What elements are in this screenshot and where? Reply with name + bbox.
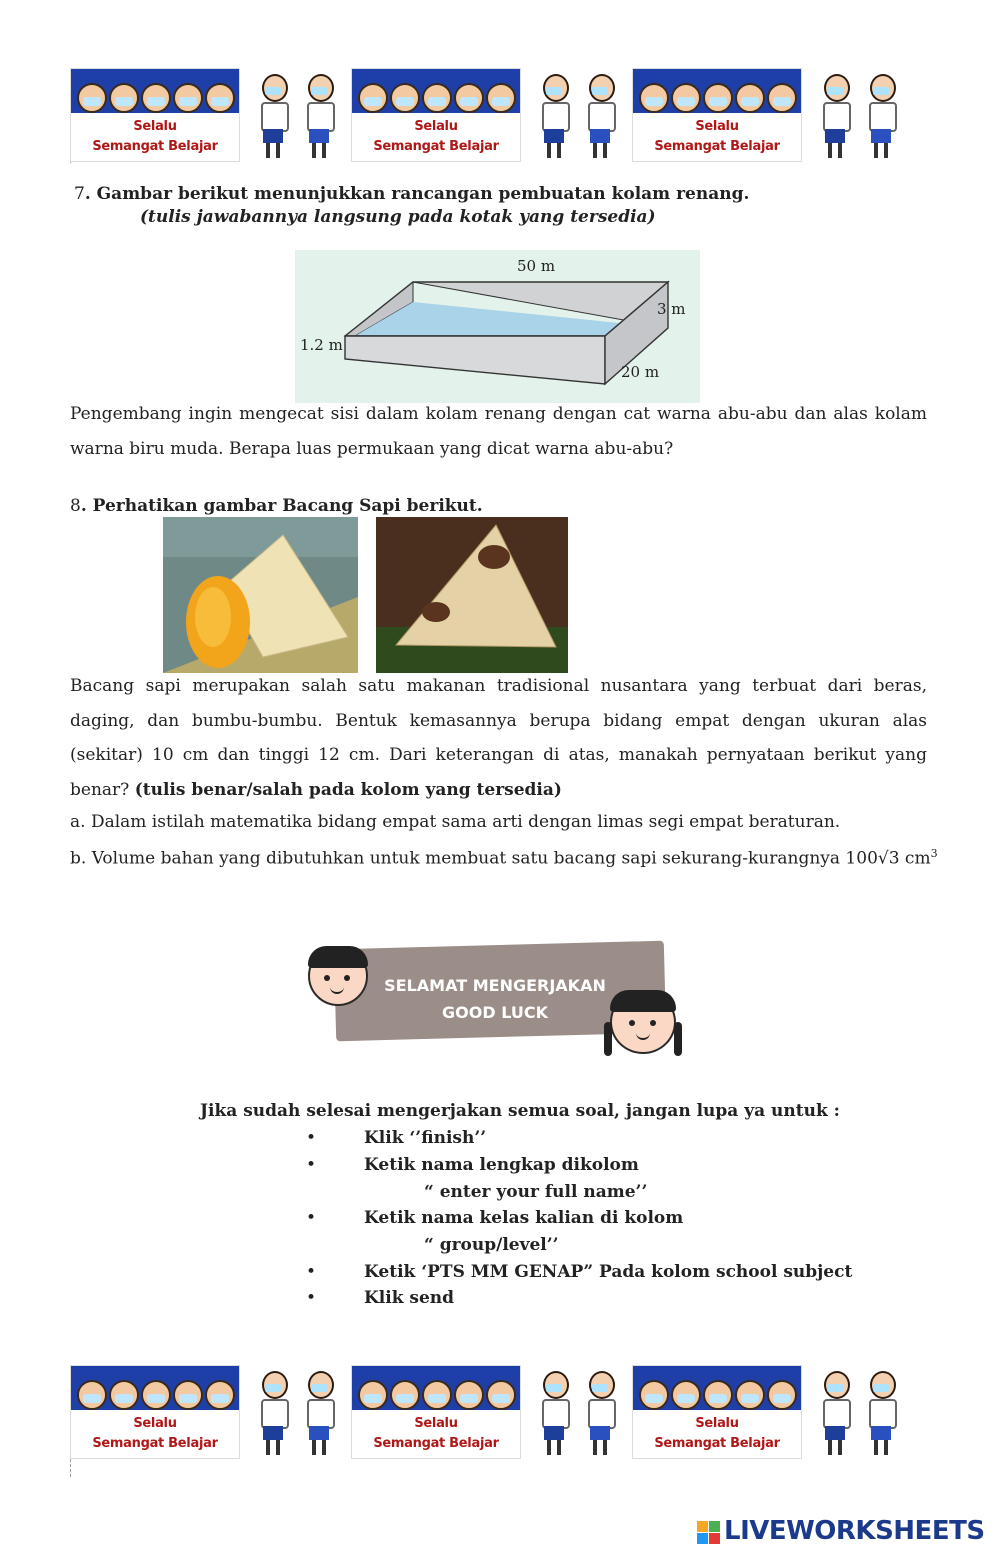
banner-line1: Selalu	[695, 1416, 739, 1431]
banner-panel	[632, 68, 802, 162]
bacang-photo-2	[376, 517, 568, 673]
girl-face-icon	[610, 990, 676, 1054]
instruction-subitem: “ enter your full name’’	[424, 1182, 648, 1202]
student-girl-illustration	[864, 1371, 898, 1457]
student-girl-illustration	[583, 74, 617, 160]
banner-panel	[351, 68, 521, 162]
instruction-subitem: “ group/level’’	[424, 1235, 559, 1255]
bacang-opened-image	[163, 517, 358, 673]
student-boy-illustration	[818, 1371, 852, 1457]
banner-line2: Semangat Belajar	[92, 139, 218, 154]
q8-title-text: . Perhatikan gambar Bacang Sapi berikut.	[80, 496, 483, 516]
pool-diagram	[295, 250, 700, 403]
pool-width-label: 20 m	[621, 363, 660, 381]
banner-group	[351, 1365, 621, 1460]
student-girl-illustration	[864, 74, 898, 160]
good-luck-line2: GOOD LUCK	[442, 1003, 548, 1022]
liveworksheets-logo-icon	[697, 1521, 721, 1545]
banner-line2: Semangat Belajar	[373, 139, 499, 154]
banner-line1: Selalu	[414, 119, 458, 134]
banner-line2: Semangat Belajar	[373, 1436, 499, 1451]
pool-shallow-depth-label: 1.2 m	[300, 336, 343, 354]
banner-group	[70, 68, 340, 163]
good-luck-banner	[305, 940, 690, 1065]
bacang-photo-1	[163, 517, 358, 673]
kids-strip-illustration	[633, 1366, 801, 1410]
q8-statement-b-text: b. Volume bahan yang dibutuhkan untuk membuat satu bacang sapi sekurang-kurangnya 100√3 cm	[70, 848, 931, 869]
student-boy-illustration	[537, 1371, 571, 1457]
q8-statement-b-superscript: 3	[930, 847, 938, 860]
student-boy-illustration	[256, 1371, 290, 1457]
student-girl-illustration	[302, 1371, 336, 1457]
kids-strip-illustration	[352, 69, 520, 113]
pool-deep-depth-label: 3 m	[657, 300, 686, 318]
student-boy-illustration	[256, 74, 290, 160]
bacang-wrapped-image	[376, 517, 568, 673]
kids-strip-illustration	[71, 1366, 239, 1410]
q7-title-text: . Gambar berikut menunjukkan rancangan pembuatan kolam renang.	[84, 184, 750, 204]
banner-panel	[632, 1365, 802, 1459]
banner-group	[351, 68, 621, 163]
banner-panel	[70, 68, 240, 162]
boy-face-icon	[308, 946, 368, 1006]
bullet-icon: •	[306, 1128, 317, 1148]
banner-group	[632, 1365, 902, 1460]
student-girl-illustration	[302, 74, 336, 160]
bullet-icon: •	[306, 1288, 317, 1308]
instructions-title: Jika sudah selesai mengerjakan semua soal, jangan lupa ya untuk :	[200, 1101, 840, 1121]
bullet-icon: •	[306, 1208, 317, 1228]
q8-title	[70, 496, 483, 516]
q7-instruction: (tulis jawabannya langsung pada kotak yang tersedia)	[140, 207, 656, 227]
banner-line1: Selalu	[133, 1416, 177, 1431]
q8-statement-b	[70, 847, 938, 869]
bullet-icon: •	[306, 1155, 317, 1175]
banner-line2: Semangat Belajar	[654, 1436, 780, 1451]
q8-statement-a: a. Dalam istilah matematika bidang empat sama arti dengan limas segi empat beraturan.	[70, 812, 841, 832]
student-girl-illustration	[583, 1371, 617, 1457]
q7-number: 7	[74, 184, 85, 204]
kids-strip-illustration	[633, 69, 801, 113]
banner-line1: Selalu	[414, 1416, 458, 1431]
banner-line1: Selalu	[133, 119, 177, 134]
liveworksheets-logo-text: LIVEWORKSHEETS	[724, 1516, 985, 1546]
banner-line2: Semangat Belajar	[92, 1436, 218, 1451]
q8-paragraph	[70, 669, 927, 807]
q7-title	[74, 184, 749, 204]
instruction-item: Klik send	[364, 1288, 455, 1308]
q8-number: 8	[70, 496, 81, 516]
liveworksheets-logo[interactable]	[697, 1514, 997, 1550]
q8-paragraph-text: Bacang sapi merupakan salah satu makanan tradisional nusantara yang terbuat dari beras, daging, dan bumbu-bumbu. Bentuk kemasannya berupa bidang empat dengan ukuran alas (sekitar) 10 cm dan tinggi 12 cm. Dari keterangan di atas, manakah pernyataan berikut yang benar?	[70, 676, 927, 800]
pool-length-label: 50 m	[517, 257, 556, 275]
banner-line1: Selalu	[695, 119, 739, 134]
kids-strip-illustration	[352, 1366, 520, 1410]
bottom-banner	[70, 1365, 915, 1460]
top-banner	[70, 68, 915, 163]
student-boy-illustration	[537, 74, 571, 160]
instruction-item: Klik ‘’finish’’	[364, 1128, 487, 1148]
bullet-icon: •	[306, 1262, 317, 1282]
instruction-item: Ketik nama lengkap dikolom	[364, 1155, 639, 1175]
good-luck-line1: SELAMAT MENGERJAKAN	[384, 976, 606, 995]
banner-group	[70, 1365, 340, 1460]
q7-question: Pengembang ingin mengecat sisi dalam kolam renang dengan cat warna abu-abu dan alas kolam warna biru muda. Berapa luas permukaan yang dicat warna abu-abu?	[70, 404, 927, 459]
instruction-item: Ketik nama kelas kalian di kolom	[364, 1208, 684, 1228]
instruction-item: Ketik ‘PTS MM GENAP” Pada kolom school subject	[364, 1262, 853, 1282]
banner-line2: Semangat Belajar	[654, 139, 780, 154]
banner-panel	[351, 1365, 521, 1459]
banner-group	[632, 68, 902, 163]
banner-panel	[70, 1365, 240, 1459]
student-boy-illustration	[818, 74, 852, 160]
q8-instruction: (tulis benar/salah pada kolom yang tersedia)	[134, 779, 562, 800]
kids-strip-illustration	[71, 69, 239, 113]
